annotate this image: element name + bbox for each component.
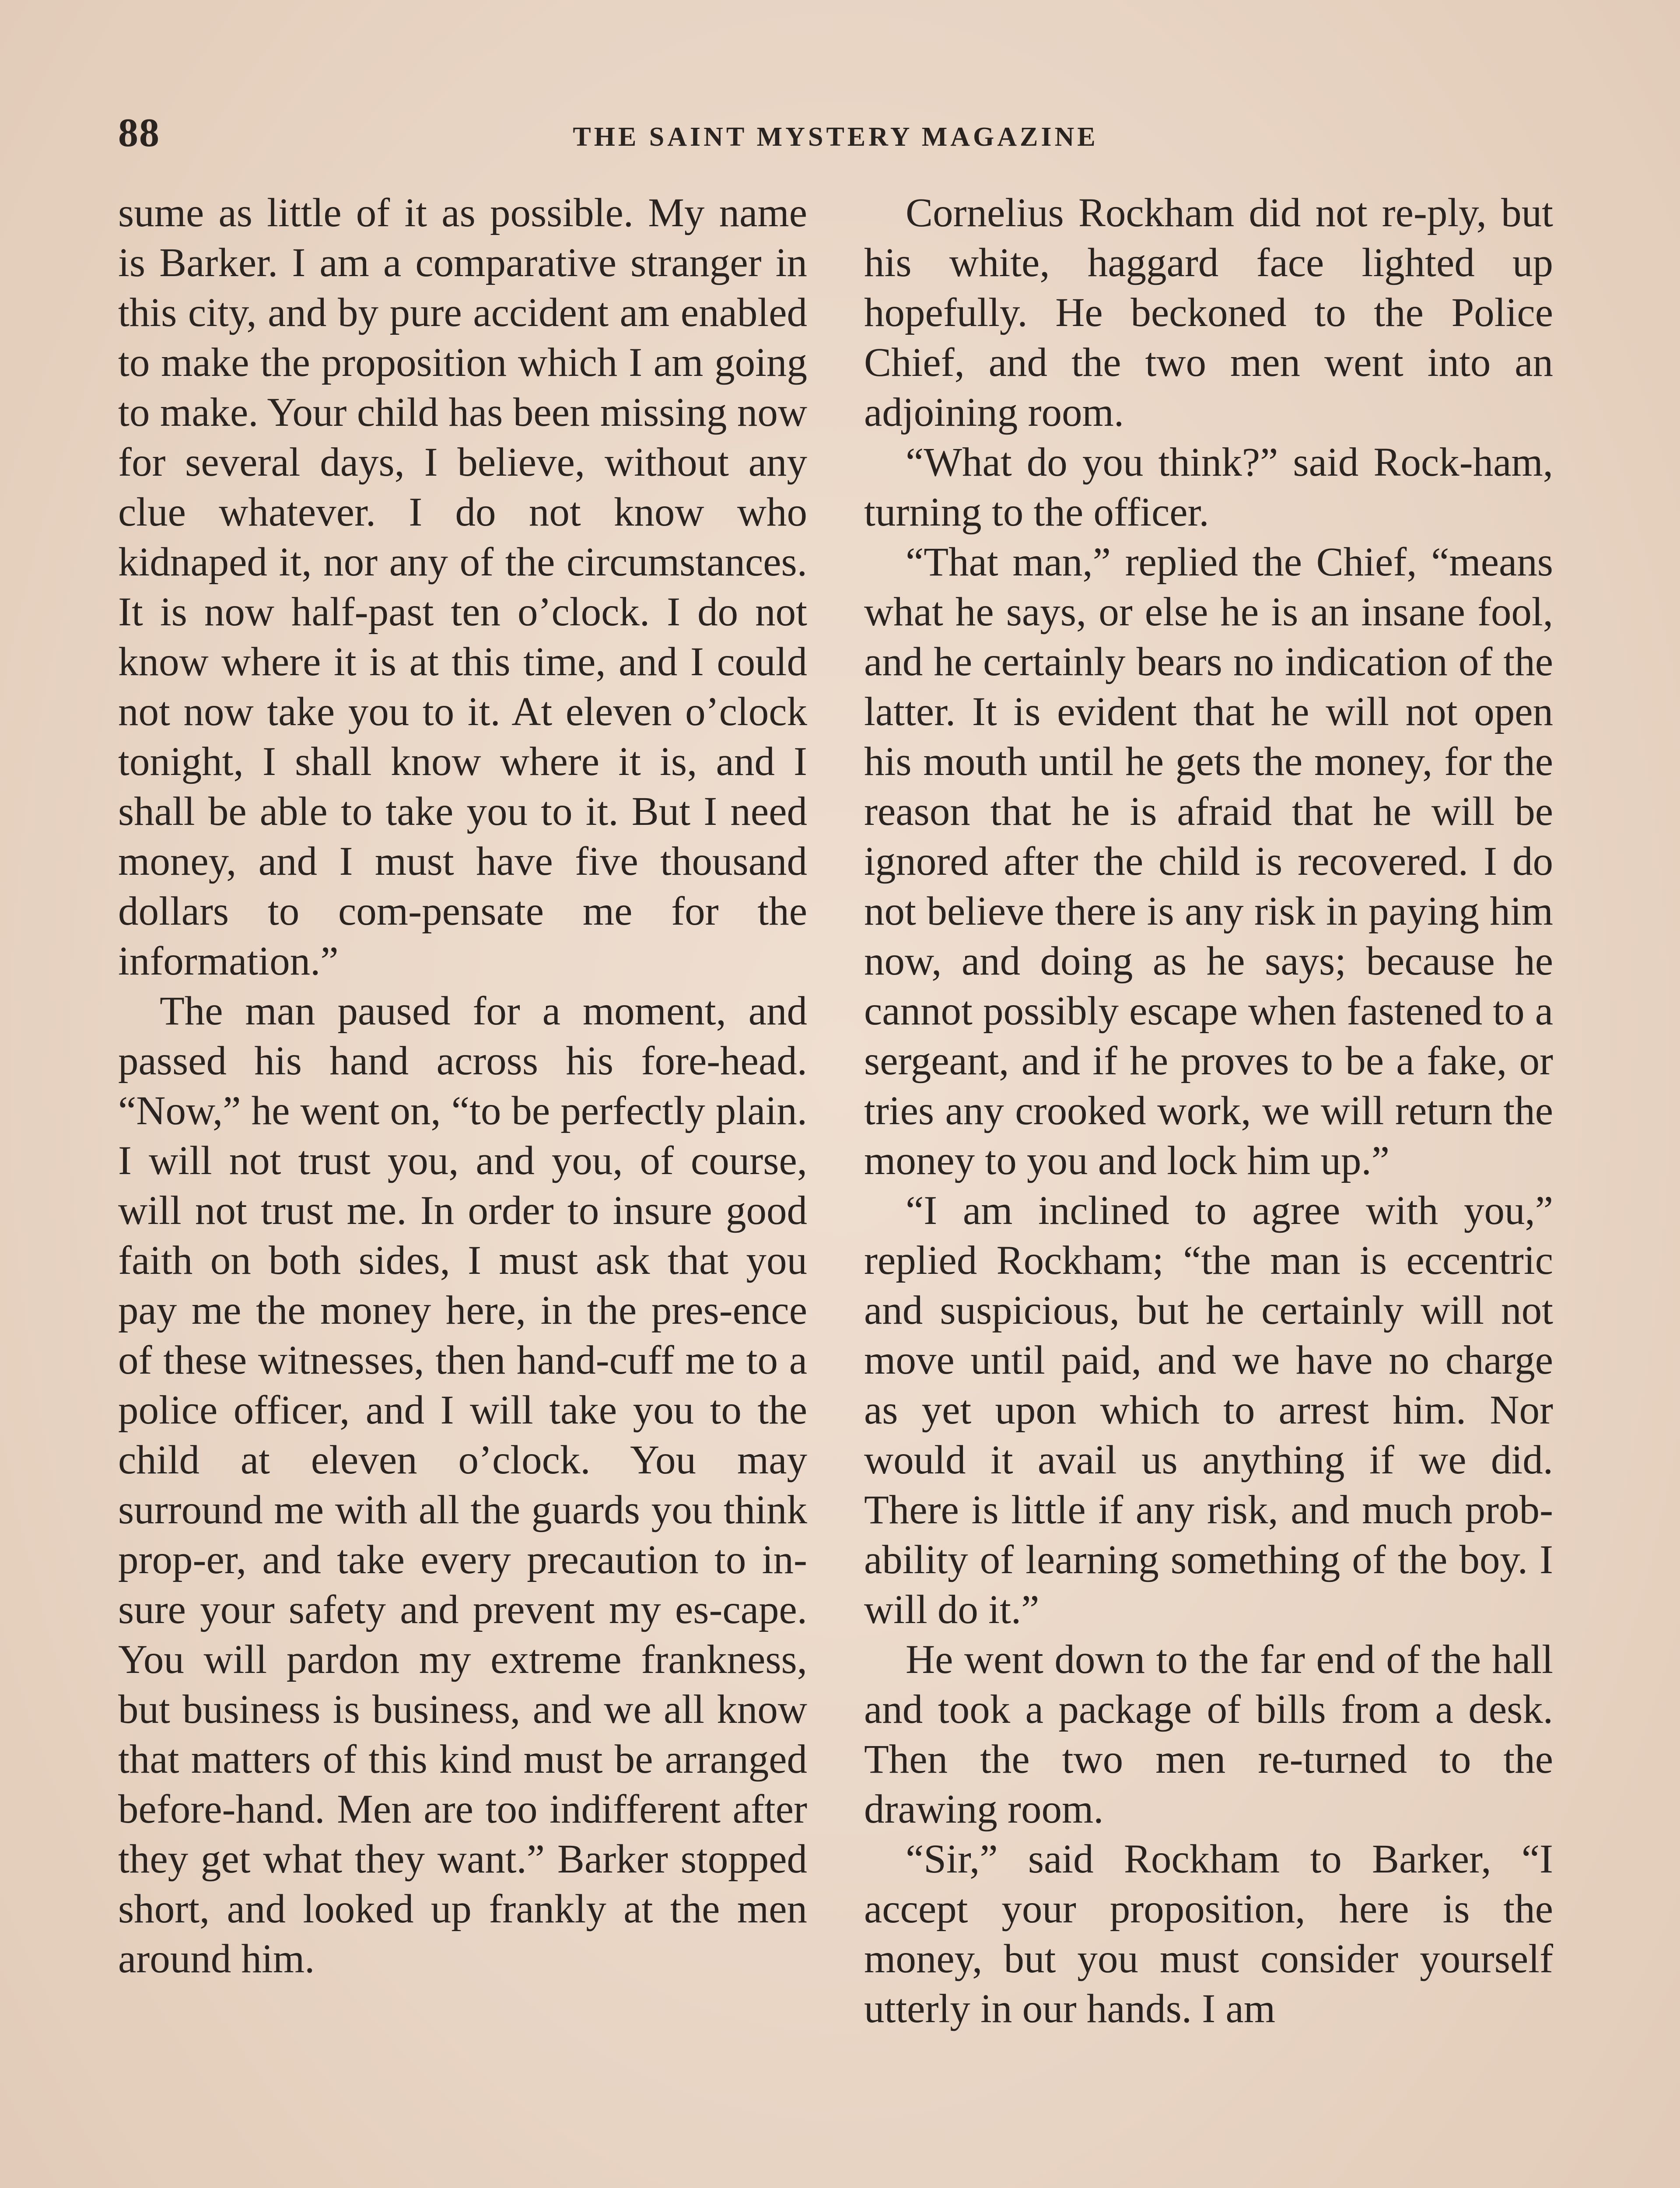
paragraph: “I am inclined to agree with you,” replied Rockham; “the man is eccentric and suspicious, but he certainly will not move until paid, and we have no charge as yet upon which to arrest him. Nor would it avail us anything if we did. There is little if any risk, and much prob-ability of learning something of the boy. I will do it.”	[864, 1188, 1553, 1632]
right-column	[864, 188, 1553, 2034]
paragraph: “What do you think?” said Rock-ham, turning to the officer.	[864, 440, 1553, 535]
paragraph: He went down to the far end of the hall and took a package of bills from a desk. Then the two men re-turned to the drawing room.	[864, 1637, 1553, 1832]
running-title: THE SAINT MYSTERY MAGAZINE	[573, 122, 1099, 152]
left-column	[118, 188, 807, 1984]
paragraph: sume as little of it as possible. My name is Barker. I am a comparative stranger in this city, and by pure accident am enabled to make the proposition which I am going to make. Your child has been missing now for several days, I believe, without any clue whatever. I do not know who kidnaped it, nor any of the circumstances. It is now half-past ten o’clock. I do not know where it is at this time, and I could not now take you to it. At eleven o’clock tonight, I shall know where it is, and I shall be able to take you to it. But I need money, and I must have five thousand dollars to com-pensate me for the information.”	[118, 190, 807, 984]
page-number: 88	[118, 110, 160, 155]
paragraph: “Sir,” said Rockham to Barker, “I accept your proposition, here is the money, but you must consider yourself utterly in our hands. I am	[864, 1837, 1553, 2031]
page-header	[118, 109, 1553, 162]
paragraph: Cornelius Rockham did not re-ply, but his white, haggard face lighted up hopefully. He beckoned to the Police Chief, and the two men went into an adjoining room.	[864, 190, 1553, 435]
paragraph: “That man,” replied the Chief, “means what he says, or else he is an insane fool, and he certainly bears no indication of the latter. It is evident that he will not open his mouth until he gets the money, for the reason that he is afraid that he will be ignored after the child is recovered. I do not believe there is any risk in paying him now, and doing as he says; because he cannot possibly escape when fastened to a sergeant, and if he proves to be a fake, or tries any crooked work, we will return the money to you and lock him up.”	[864, 540, 1553, 1183]
paragraph: The man paused for a moment, and passed his hand across his fore-head. “Now,” he went on, “to be perfectly plain. I will not trust you, and you, of course, will not trust me. In order to insure good faith on both sides, I must ask that you pay me the money here, in the pres-ence of these witnesses, then hand-cuff me to a police officer, and I will take you to the child at eleven o’clock. You may surround me with all the guards you think prop-er, and take every precaution to in-sure your safety and prevent my es-cape. You will pardon my extreme frankness, but business is business, and we all know that matters of this kind must be arranged before-hand. Men are too indifferent after they get what they want.” Barker stopped short, and looked up frankly at the men around him.	[118, 989, 807, 1981]
